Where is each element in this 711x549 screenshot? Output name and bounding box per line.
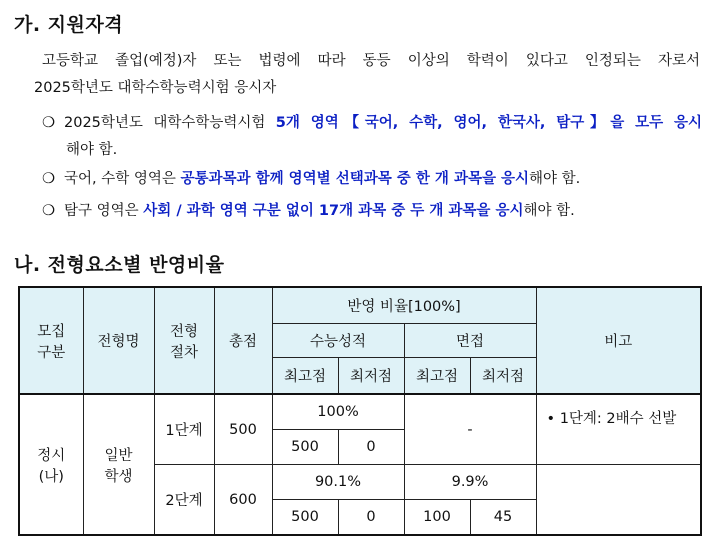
header-csat: 수능성적 bbox=[272, 324, 404, 358]
cell-stage2-interview-pct: 9.9% bbox=[404, 465, 536, 500]
header-note: 비고 bbox=[536, 287, 701, 394]
cell-stage1-csat-max: 500 bbox=[272, 430, 338, 465]
cell-stage1-note: • 1단계: 2배수 선발 bbox=[536, 394, 701, 465]
bullet-2-post: 해야 함. bbox=[529, 171, 581, 187]
cell-group: 정시 (나) bbox=[19, 394, 83, 535]
bullet-1-post: 해야 함. bbox=[66, 142, 118, 158]
section-title-ratio: 나. 전형요소별 반영비율 bbox=[14, 254, 225, 276]
header-interview-min: 최저점 bbox=[470, 358, 536, 395]
bullet-3-pre: 탐구 영역은 bbox=[64, 203, 144, 219]
paragraph-line-1: 고등학교 졸업(예정)자 또는 법령에 따라 동등 이상의 학력이 있다고 인정되는 자로서 bbox=[42, 53, 700, 69]
header-type: 전형명 bbox=[83, 287, 154, 394]
bullet-1-highlight: 5개 영역【국어, 수학, 영어, 한국사, 탐구】을 모두 응시 bbox=[275, 115, 702, 131]
header-total: 총점 bbox=[214, 287, 272, 394]
cell-stage2-csat-max: 500 bbox=[272, 500, 338, 536]
cell-stage2-csat-pct: 90.1% bbox=[272, 465, 404, 500]
header-group: 모집 구분 bbox=[19, 287, 83, 394]
bullet-3-post: 해야 함. bbox=[523, 203, 575, 219]
eligibility-paragraph bbox=[20, 48, 700, 102]
header-interview-max: 최고점 bbox=[404, 358, 470, 395]
cell-stage1-interview: - bbox=[404, 394, 536, 465]
circle-bullet-icon: ❍ bbox=[42, 203, 55, 219]
header-ratio: 반영 비율[100%] bbox=[272, 287, 536, 324]
bullet-item-1 bbox=[42, 110, 702, 164]
circle-bullet-icon: ❍ bbox=[42, 115, 55, 131]
circle-bullet-icon: ❍ bbox=[42, 171, 55, 187]
header-interview: 면접 bbox=[404, 324, 536, 358]
cell-stage1-csat-min: 0 bbox=[338, 430, 404, 465]
bullet-3-highlight: 사회 / 과학 영역 구분 없이 17개 과목 중 두 개 과목을 응시 bbox=[143, 203, 524, 219]
paragraph-line-2: 2025학년도 대학수학능력시험 응시자 bbox=[34, 80, 277, 96]
section-title-eligibility: 가. 지원자격 bbox=[14, 14, 124, 36]
cell-stage2-interview-min: 45 bbox=[470, 500, 536, 536]
header-stage: 전형 절차 bbox=[154, 287, 214, 394]
header-csat-min: 최저점 bbox=[338, 358, 404, 395]
header-csat-max: 최고점 bbox=[272, 358, 338, 395]
cell-stage1-total: 500 bbox=[214, 394, 272, 465]
cell-stage2-note bbox=[536, 465, 701, 536]
bullet-item-3 bbox=[42, 198, 702, 225]
cell-stage1-csat-pct: 100% bbox=[272, 394, 404, 430]
bullet-2-pre: 국어, 수학 영역은 bbox=[64, 171, 181, 187]
cell-type: 일반 학생 bbox=[83, 394, 154, 535]
cell-stage1: 1단계 bbox=[154, 394, 214, 465]
cell-stage2-interview-max: 100 bbox=[404, 500, 470, 536]
cell-stage2-csat-min: 0 bbox=[338, 500, 404, 536]
bullet-item-2 bbox=[42, 166, 702, 193]
bullet-1-pre: 2025학년도 대학수학능력시험 bbox=[64, 115, 276, 131]
cell-stage2: 2단계 bbox=[154, 465, 214, 536]
bullet-2-highlight: 공통과목과 함께 영역별 선택과목 중 한 개 과목을 응시 bbox=[180, 171, 530, 187]
cell-stage2-total: 600 bbox=[214, 465, 272, 536]
ratio-table bbox=[18, 286, 702, 536]
